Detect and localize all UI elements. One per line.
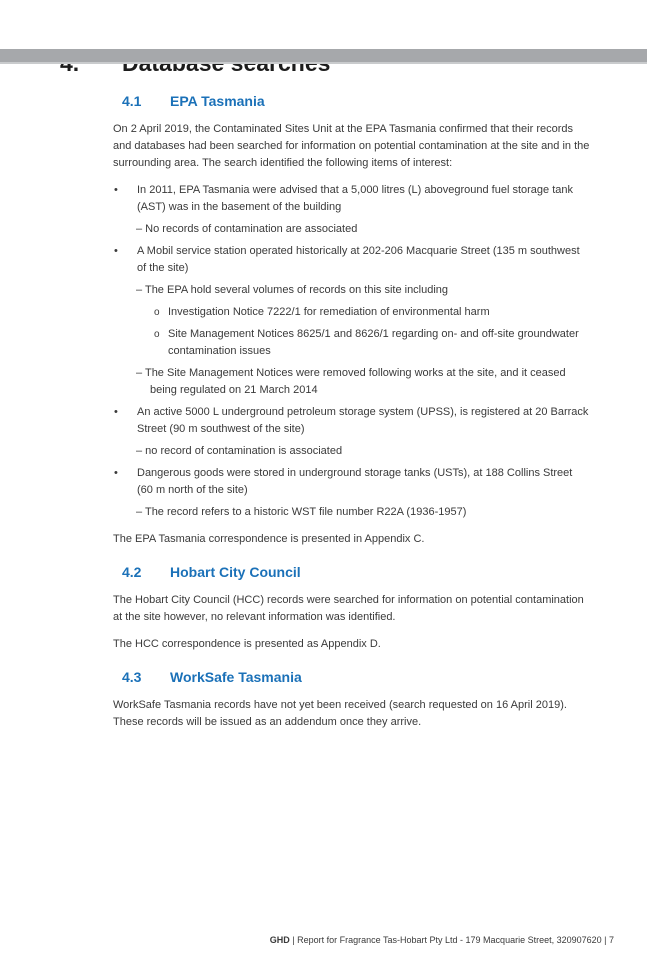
circle-item-text: Investigation Notice 7222/1 for remediation of environmental harm [168,306,490,318]
dash-item-text: – no record of contamination is associated [136,445,343,457]
footer-brand: GHD [269,935,290,945]
section-title: Hobart City Council [170,564,301,580]
paragraph: WorkSafe Tasmania records have not yet been received (search requested on 16 April 2019). These records will be issued as an addendum once they arrive. [113,699,567,728]
bullet-item [113,404,591,438]
bullet-item [113,243,591,277]
section-number: 4.1 [122,93,142,109]
circle-icon: o [154,329,160,340]
section-heading-hobart-city-council [122,564,591,581]
bullet-icon: • [114,406,118,418]
footer-page-number: 7 [608,935,614,945]
dash-item-text: – The Site Management Notices were removed following works at the site, and it ceased being regulated on 21 March 2014 [136,367,566,396]
section-heading-epa-tasmania [122,93,591,110]
bullet-item [113,465,591,499]
paragraph: The Hobart City Council (HCC) records were searched for information on potential contamination at the site however, no relevant information was identified. [113,594,584,623]
paragraph: The EPA Tasmania correspondence is presented in Appendix C. [113,533,425,545]
bullet-item-text: An active 5000 L underground petroleum storage system (UPSS), is registered at 20 Barrack Street (90 m southwest of the site) [137,406,589,435]
dash-item [136,221,591,238]
section-number: 4.2 [122,564,142,580]
dash-item [136,365,591,399]
footer-report-title: | Report for Fragrance Tas-Hobart Pty Ltd - 179 Macquarie Street, 320907620 | [289,935,609,945]
dash-item-text: – No records of contamination are associated [136,223,358,235]
bullet-item-text: A Mobil service station operated historically at 202-206 Macquarie Street (135 m southwest of the site) [137,245,580,274]
bullet-icon: • [114,184,118,196]
dash-item-text: – The record refers to a historic WST file number R22A (1936-1957) [136,506,467,518]
paragraph: On 2 April 2019, the Contaminated Sites Unit at the EPA Tasmania confirmed that their records and databases had been searched for information on potential contamination at the site and in the surrounding area. The search identified the following items of interest: [113,123,590,169]
dash-item [136,443,591,460]
dash-item [136,282,591,299]
page-footer [270,934,614,946]
dash-item-text: – The EPA hold several volumes of records on this site including [136,284,449,296]
section-title: EPA Tasmania [170,93,265,109]
dash-item [136,504,591,521]
circle-item-text: Site Management Notices 8625/1 and 8626/1 regarding on- and off-site groundwater contamination issues [168,328,579,357]
header-bar [0,49,647,62]
paragraph: The HCC correspondence is presented as Appendix D. [113,638,381,650]
circle-item [154,326,591,360]
bullet-icon: • [114,245,118,257]
document-body [113,93,591,731]
bullet-icon: • [114,467,118,479]
circle-item [154,304,591,321]
bullet-item-text: Dangerous goods were stored in underground storage tanks (USTs), at 188 Collins Street (60 m north of the site) [137,467,573,496]
bullet-item [113,182,591,216]
section-title: WorkSafe Tasmania [170,669,302,685]
circle-icon: o [154,307,160,318]
header-bar-shadow [0,62,647,64]
section-number: 4.3 [122,669,142,685]
section-heading-worksafe-tasmania [122,669,591,686]
bullet-item-text: In 2011, EPA Tasmania were advised that a 5,000 litres (L) aboveground fuel storage tank (AST) was in the basement of the building [137,184,573,213]
